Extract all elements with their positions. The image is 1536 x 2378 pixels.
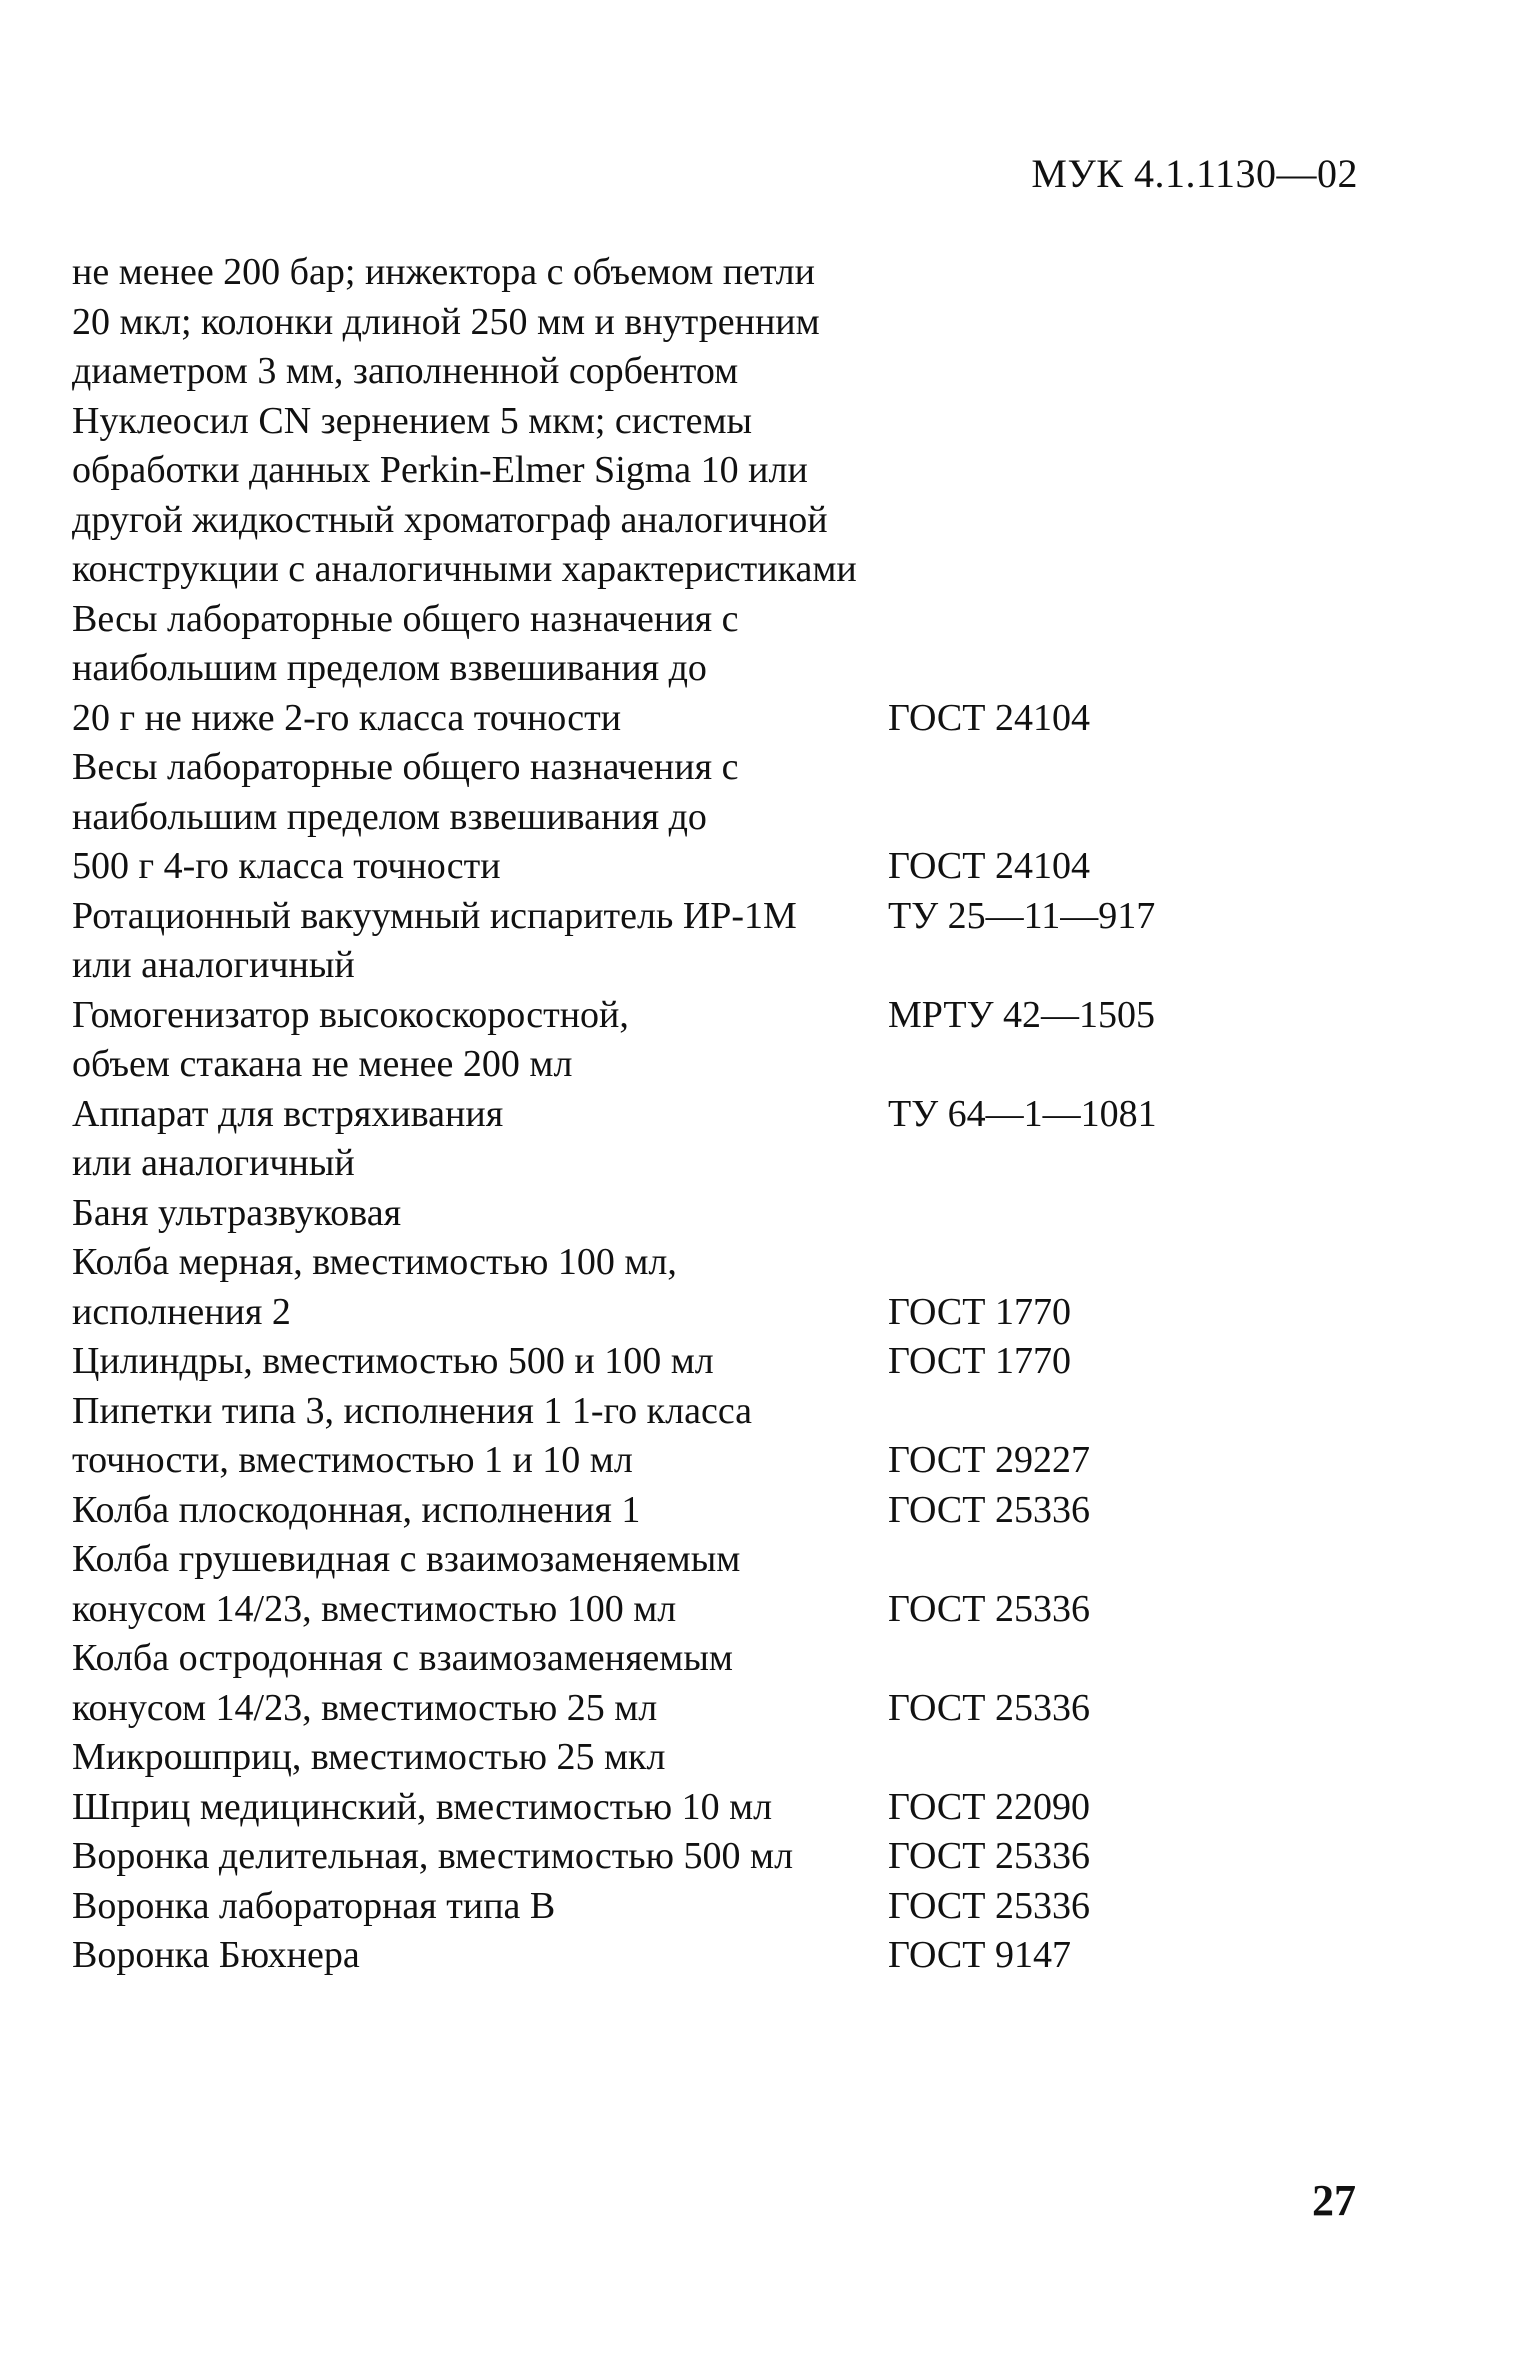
list-line xyxy=(72,842,1372,892)
list-line xyxy=(72,1337,1372,1387)
list-line xyxy=(72,1288,1372,1338)
list-line xyxy=(72,1387,1372,1437)
list-line xyxy=(72,743,1372,793)
line-standard: ГОСТ 25336 xyxy=(888,1686,1090,1729)
line-description: объем стакана не менее 200 мл xyxy=(72,1043,573,1085)
line-description: Гомогенизатор высокоскоростной, xyxy=(72,993,629,1036)
list-line xyxy=(72,941,1372,991)
list-line xyxy=(72,1783,1372,1833)
line-description: наибольшим пределом взвешивания до xyxy=(72,647,707,689)
line-description: 20 мкл; колонки длиной 250 мм и внутренним xyxy=(72,300,820,343)
list-line xyxy=(72,1090,1372,1140)
line-description: не менее 200 бар; инжектора с объемом петли xyxy=(72,251,815,293)
list-line xyxy=(72,298,1372,348)
line-description: Воронка делительная, вместимостью 500 мл xyxy=(72,1835,794,1877)
line-standard xyxy=(888,1238,1372,1288)
list-line xyxy=(72,694,1372,744)
list-line xyxy=(72,248,1372,298)
line-standard: ГОСТ 24104 xyxy=(888,696,1090,739)
line-standard: ГОСТ 25336 xyxy=(888,1884,1090,1927)
line-standard xyxy=(888,793,1372,843)
line-standard xyxy=(888,1535,1372,1585)
line-description: диаметром 3 мм, заполненной сорбентом xyxy=(72,350,739,392)
line-standard xyxy=(888,298,1372,348)
line-standard: ГОСТ 25336 xyxy=(888,1587,1090,1630)
line-description: Колба мерная, вместимостью 100 мл, xyxy=(72,1241,677,1283)
line-standard: ГОСТ 29227 xyxy=(888,1439,1090,1481)
list-line xyxy=(72,1634,1372,1684)
line-standard xyxy=(888,545,1372,595)
list-line xyxy=(72,1189,1372,1239)
line-standard xyxy=(888,1040,1372,1090)
equipment-list xyxy=(72,248,1372,1981)
line-description: Микрошприц, вместимостью 25 мкл xyxy=(72,1736,666,1778)
line-standard: ГОСТ 25336 xyxy=(888,1488,1090,1531)
list-line xyxy=(72,1535,1372,1585)
line-description: Нуклеосил CN зернением 5 мкм; системы xyxy=(72,399,753,442)
line-description: наибольшим пределом взвешивания до xyxy=(72,795,707,838)
line-standard xyxy=(888,347,1372,397)
list-line xyxy=(72,1486,1372,1536)
list-line xyxy=(72,1684,1372,1734)
line-standard: ГОСТ 25336 xyxy=(888,1835,1090,1877)
line-standard: ГОСТ 1770 xyxy=(888,1290,1071,1333)
line-standard xyxy=(888,595,1372,645)
list-line xyxy=(72,1040,1372,1090)
line-description: Воронка лабораторная типа В xyxy=(72,1884,556,1927)
line-standard: ГОСТ 24104 xyxy=(888,845,1090,887)
line-description: Ротационный вакуумный испаритель ИР-1М xyxy=(72,894,797,937)
line-standard xyxy=(888,248,1372,298)
line-standard xyxy=(888,496,1372,546)
list-line xyxy=(72,1882,1372,1932)
list-line xyxy=(72,892,1372,942)
line-description: другой жидкостный хроматограф аналогичной xyxy=(72,498,828,541)
line-description: или аналогичный xyxy=(72,1142,355,1184)
line-standard: ТУ 64—1—1081 xyxy=(888,1092,1157,1135)
line-standard xyxy=(888,1733,1372,1783)
list-line xyxy=(72,595,1372,645)
line-standard: ГОСТ 1770 xyxy=(888,1340,1071,1382)
line-description: 500 г 4-го класса точности xyxy=(72,845,501,887)
document-code: МУК 4.1.1130—02 xyxy=(1031,151,1358,196)
line-standard xyxy=(888,1189,1372,1239)
line-description: Весы лабораторные общего назначения с xyxy=(72,746,739,788)
list-line xyxy=(72,446,1372,496)
line-description: конусом 14/23, вместимостью 100 мл xyxy=(72,1587,677,1630)
list-line xyxy=(72,991,1372,1041)
line-description: исполнения 2 xyxy=(72,1290,291,1333)
line-description: Воронка Бюхнера xyxy=(72,1934,360,1976)
list-line xyxy=(72,347,1372,397)
line-description: 20 г не ниже 2-го класса точности xyxy=(72,696,622,739)
line-standard: ТУ 25—11—917 xyxy=(888,894,1156,937)
list-line xyxy=(72,397,1372,447)
list-line xyxy=(72,793,1372,843)
line-standard: ГОСТ 22090 xyxy=(888,1785,1090,1828)
list-line xyxy=(72,496,1372,546)
list-line xyxy=(72,1931,1372,1981)
line-standard xyxy=(888,941,1372,991)
page-number: 27 xyxy=(1312,2176,1356,2225)
line-description: Цилиндры, вместимостью 500 и 100 мл xyxy=(72,1340,714,1382)
line-description: Колба грушевидная с взаимозаменяемым xyxy=(72,1538,741,1580)
line-description: конструкции с аналогичными характеристиками xyxy=(72,548,857,590)
line-standard xyxy=(888,644,1372,694)
list-line xyxy=(72,1832,1372,1882)
line-description: Баня ультразвуковая xyxy=(72,1191,402,1234)
list-line xyxy=(72,1238,1372,1288)
line-description: Шприц медицинский, вместимостью 10 мл xyxy=(72,1785,773,1828)
line-description: конусом 14/23, вместимостью 25 мл xyxy=(72,1686,658,1729)
line-description: Пипетки типа 3, исполнения 1 1-го класса xyxy=(72,1389,753,1432)
line-description: или аналогичный xyxy=(72,944,355,986)
line-standard: ГОСТ 9147 xyxy=(888,1934,1071,1976)
line-description: Колба плоскодонная, исполнения 1 xyxy=(72,1488,641,1531)
line-standard xyxy=(888,1387,1372,1437)
line-standard xyxy=(888,1634,1372,1684)
list-line xyxy=(72,1436,1372,1486)
list-line xyxy=(72,644,1372,694)
line-description: Аппарат для встряхивания xyxy=(72,1092,504,1135)
line-standard xyxy=(888,397,1372,447)
list-line xyxy=(72,1733,1372,1783)
line-standard: МРТУ 42—1505 xyxy=(888,993,1156,1036)
line-description: Весы лабораторные общего назначения с xyxy=(72,597,739,640)
line-standard xyxy=(888,1139,1372,1189)
list-line xyxy=(72,1139,1372,1189)
line-description: точности, вместимостью 1 и 10 мл xyxy=(72,1439,633,1481)
line-description: Колба остродонная с взаимозаменяемым xyxy=(72,1637,733,1679)
line-standard xyxy=(888,446,1372,496)
list-line xyxy=(72,545,1372,595)
line-description: обработки данных Perkin-Elmer Sigma 10 или xyxy=(72,449,808,491)
line-standard xyxy=(888,743,1372,793)
list-line xyxy=(72,1585,1372,1635)
